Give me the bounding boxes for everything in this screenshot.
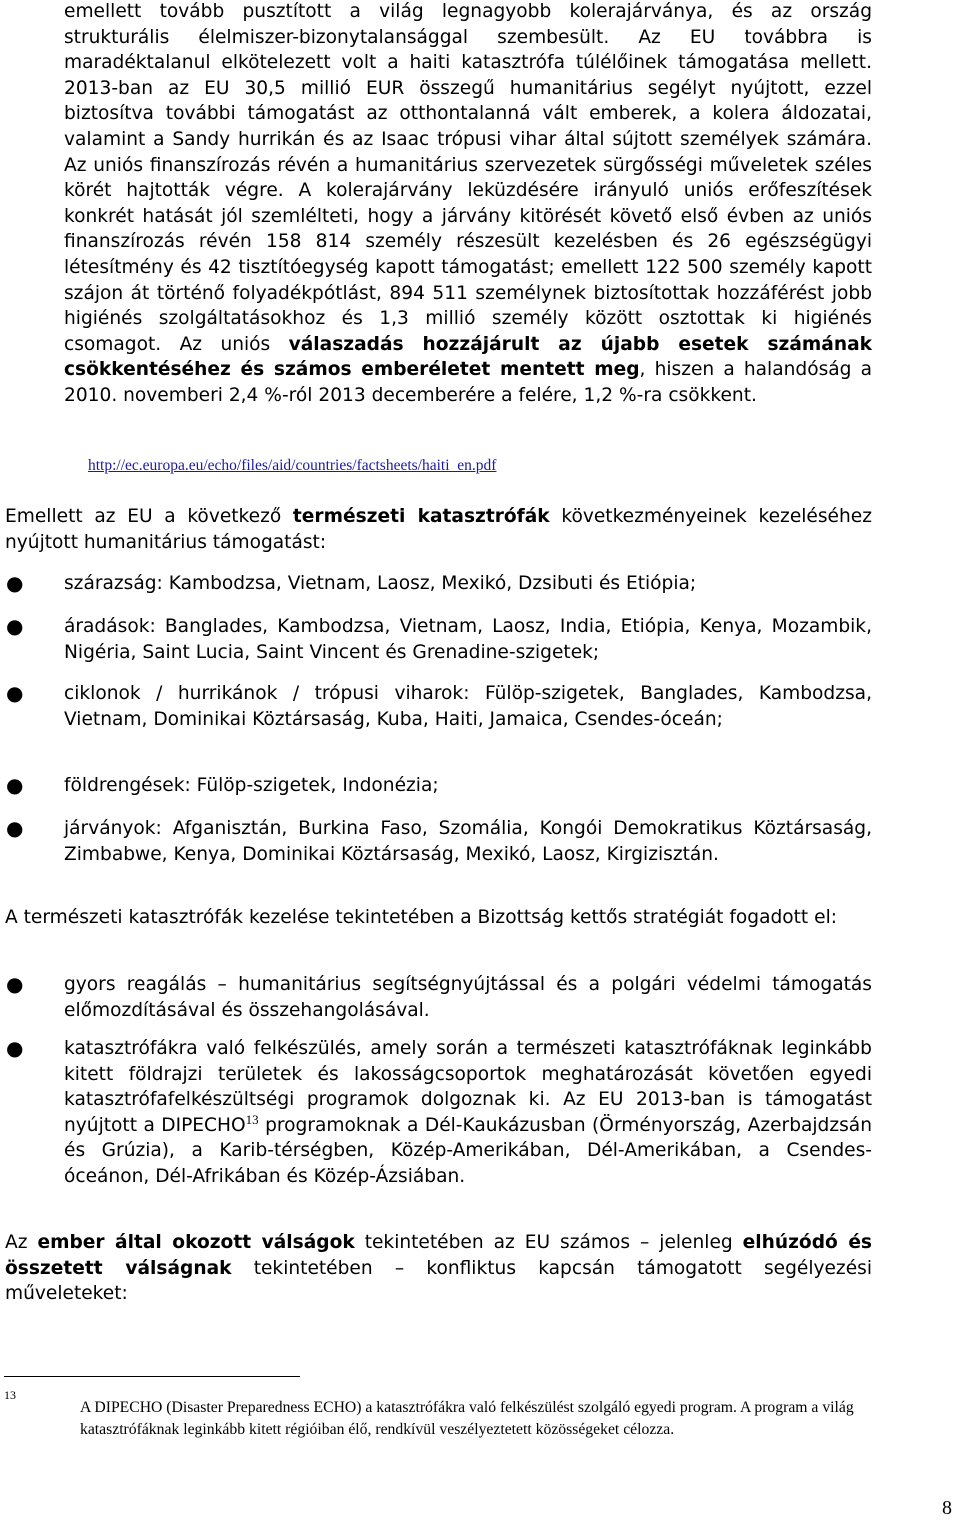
bullet-icon: ● — [6, 773, 24, 797]
manmade-paragraph — [5, 1230, 872, 1307]
bullet-icon: ● — [6, 681, 24, 705]
list-item-text: gyors reagálás – humanitárius segítségnyújtással és a polgári védelmi támogatás előmozdításával és összehangolásával. — [64, 974, 872, 1021]
natural-intro — [5, 504, 872, 555]
natural-intro-post: következményeinek kezeléséhez nyújtott humanitárius támogatást: — [5, 506, 872, 553]
manmade-text-1: Az — [5, 1232, 38, 1253]
bullet-icon: ● — [6, 1036, 24, 1060]
haiti-paragraph — [64, 0, 872, 409]
list-item — [6, 1036, 872, 1190]
natural-intro-pre: Emellett az EU a következő — [5, 506, 293, 527]
footnote-ref[interactable]: 13 — [245, 1111, 259, 1127]
manmade-bold-2: elhúzódó és összetett válságnak — [5, 1232, 872, 1279]
haiti-paragraph-bold: válaszadás hozzájárult az újabb esetek számának csökkentéséhez és számos emberéletet mentett meg — [64, 333, 872, 381]
list-item — [6, 571, 872, 597]
haiti-paragraph-text: emellett tovább pusztított a világ legnagyobb kolerajárványa, és az ország strukturális élelmiszer-bizonytalansággal szembesült. Az EU továbbra is maradéktalanul elkötelezett volt a haiti katasztrófa túlélőinek támogatása mellett. 2013-ban az EU 30,5 millió EUR összegű humanitárius segélyt nyújtott, ezzel biztosítva további támogatást az otthontalanná vált emberek, a kolera áldozatai, valamint a Sandy hurrikán és az Isaac trópusi vihar által sújtott személyek számára. Az uniós finanszírozás révén a humanitárius szervezetek sürgősségi műveletek széles körét hajtották végre. A kolerajárvány leküzdésére irányuló uniós erőfeszítések konkrét hatását jól szemlélteti, hogy a járvány kitörését követő első évben az uniós finanszírozás révén 158 814 személy részesült kezelésben és 26 egészségügyi létesítmény és 42 tisztítóegység kapott támogatást; emellett 122 500 személy kapott szájon át történő folyadékpótlást, 894 511 személynek biztosítottak hozzáférést jobb higiénés szolgáltatásokhoz és 1,3 millió személy között osztottak ki higiénés csomagot. Az uniós — [64, 1, 872, 355]
haiti-paragraph-tail: , hiszen a halandóság a 2010. novemberi 2,4 %-ról 2013 decemberére a felére, 1,2 %-ra csökkent. — [64, 359, 872, 406]
list-item — [6, 681, 872, 732]
strategy-intro: A természeti katasztrófák kezelése tekintetében a Bizottság kettős stratégiát fogadott el: — [5, 907, 838, 928]
manmade-bold-1: ember által okozott válságok — [37, 1232, 355, 1253]
list-item-text: áradások: Banglades, Kambodzsa, Vietnam, Laosz, India, Etiópia, Kenya, Mozambik, Nigéria, Saint Lucia, Saint Vincent és Grenadine-szigetek; — [64, 616, 872, 663]
list-item-text: földrengések: Fülöp-szigetek, Indonézia; — [64, 775, 439, 796]
bullet-icon: ● — [6, 816, 24, 840]
list-item — [6, 816, 872, 867]
list-item-text-cont: programoknak a Dél-Kaukázusban (Örményország, Azerbajdzsán és Grúzia), a Karib-térségben, Közép-Amerikában, Dél-Amerikában, a Csendes-óceánon, Dél-Afrikában és Közép-Ázsiában. — [64, 1114, 872, 1187]
manmade-text-3: tekintetében – konfliktus kapcsán támogatott segélyezési műveleteket: — [5, 1257, 872, 1305]
footnote-text: A DIPECHO (Disaster Preparedness ECHO) a katasztrófákra való felkészülést szolgáló egyedi program. A program a világ katasztrófáknak leginkább kitett régióiban élő, rendkívül veszélyeztetett közösségeket célozza. — [80, 1399, 854, 1438]
source-link[interactable]: http://ec.europa.eu/echo/files/aid/countries/factsheets/haiti_en.pdf — [88, 457, 497, 474]
footnote-number: 13 — [4, 1388, 16, 1402]
list-item — [6, 614, 872, 665]
list-item-text: ciklonok / hurrikánok / trópusi viharok: Fülöp-szigetek, Banglades, Kambodzsa, Vietnam, Dominikai Köztársaság, Kuba, Haiti, Jamaica, Csendes-óceán; — [64, 683, 872, 730]
list-item-text: katasztrófákra való felkészülés, amely során a természeti katasztrófáknak leginkább kitett földrajzi területek és lakosságcsoportok meghatározását követően egyedi katasztrófafelkészültségi programok dolgoznak ki. Az EU 2013-ban is támogatást nyújtott a DIPECHO — [64, 1038, 872, 1136]
manmade-text-2: tekintetében az EU számos – jelenleg — [354, 1232, 743, 1253]
footnote-separator — [4, 1376, 300, 1377]
bullet-icon: ● — [6, 571, 24, 595]
bullet-icon: ● — [6, 972, 24, 996]
natural-intro-bold: természeti katasztrófák — [292, 506, 550, 527]
page-number: 8 — [942, 1497, 952, 1519]
bullet-icon: ● — [6, 614, 24, 638]
list-item — [6, 972, 872, 1023]
list-item-text: járványok: Afganisztán, Burkina Faso, Szomália, Kongói Demokratikus Köztársaság, Zimbabwe, Kenya, Dominikai Köztársaság, Mexikó, Laosz, Kirgizisztán. — [64, 818, 872, 865]
list-item — [6, 773, 872, 799]
list-item-text: szárazság: Kambodzsa, Vietnam, Laosz, Mexikó, Dzsibuti és Etiópia; — [64, 573, 697, 594]
